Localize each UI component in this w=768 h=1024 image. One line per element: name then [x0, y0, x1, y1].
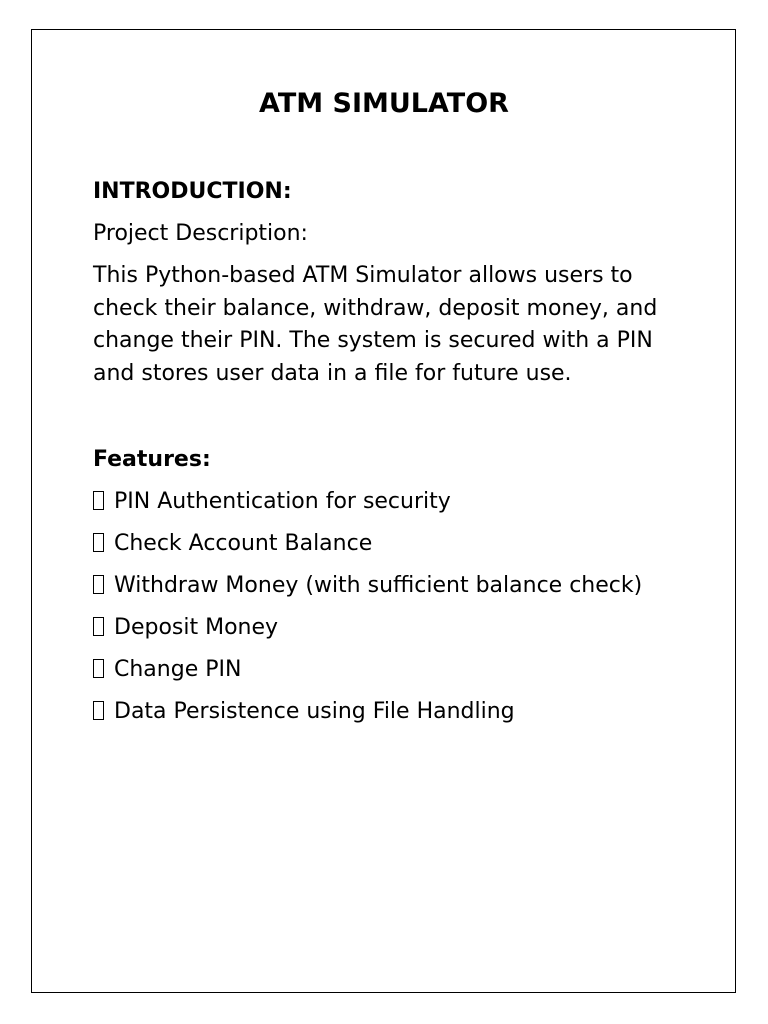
missing-glyph-box-icon [93, 701, 104, 720]
feature-label: Data Persistence using File Handling [114, 699, 515, 724]
feature-item [93, 570, 668, 603]
project-description-label: Project Description: [93, 221, 308, 246]
features-heading: Features: [93, 447, 211, 472]
missing-glyph-box-icon [93, 575, 104, 594]
missing-glyph-box-icon [93, 491, 104, 510]
project-description-paragraph: This Python-based ATM Simulator allows users to check their balance, withdraw, deposit money, and change their PIN. The system is secured with a PIN and stores user data in a file for future use. [93, 263, 658, 386]
feature-label: Withdraw Money (with sufficient balance check) [114, 573, 643, 598]
feature-label: PIN Authentication for security [114, 489, 451, 514]
missing-glyph-box-icon [93, 533, 104, 552]
features-list [93, 486, 693, 729]
page-title: ATM SIMULATOR [259, 88, 509, 119]
introduction-heading: INTRODUCTION: [93, 179, 292, 204]
feature-label: Deposit Money [114, 615, 279, 640]
feature-label: Change PIN [114, 657, 242, 682]
missing-glyph-box-icon [93, 617, 104, 636]
document-content [93, 84, 693, 738]
feature-item [93, 654, 668, 687]
feature-item [93, 528, 668, 561]
feature-label: Check Account Balance [114, 531, 373, 556]
feature-item [93, 486, 668, 519]
missing-glyph-box-icon [93, 659, 104, 678]
feature-item [93, 612, 668, 645]
feature-item [93, 696, 668, 729]
